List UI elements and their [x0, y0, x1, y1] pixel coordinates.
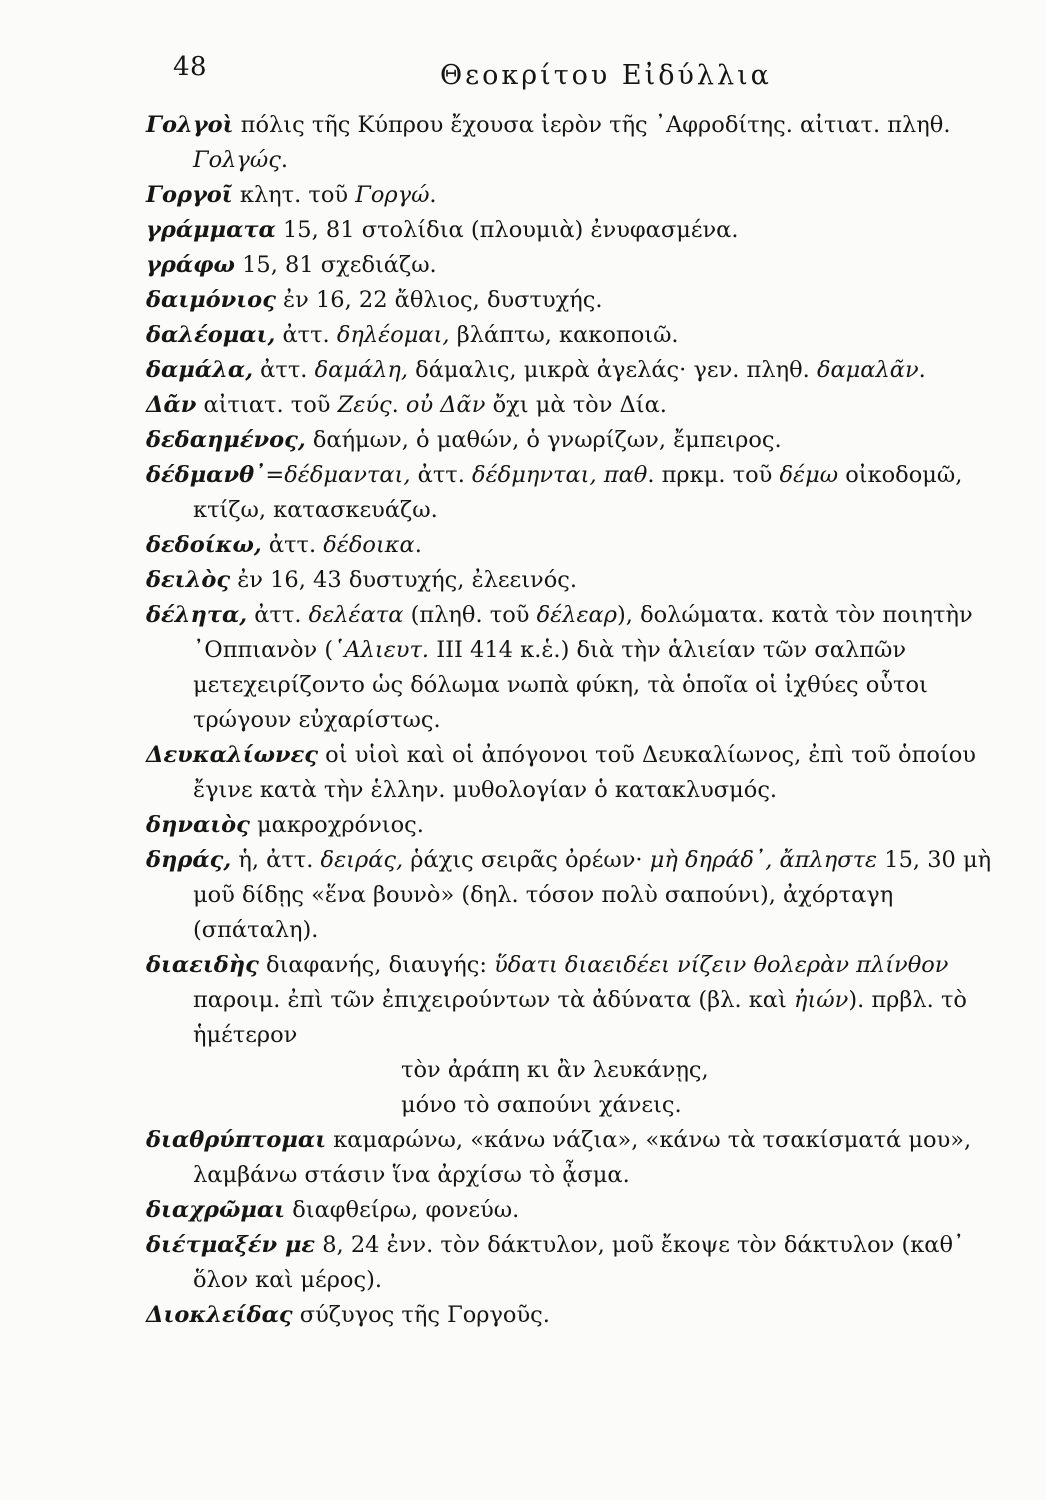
entry-headword: γράφω — [146, 252, 235, 278]
entry-headword: δαιμόνιος — [146, 287, 276, 313]
glossary-entry: γράμματα 15, 81 στολίδια (πλουμιὰ) ἐνυφασμένα. — [146, 217, 739, 243]
glossary-entry: δαμάλα, ἀττ. δαμάλη, δάμαλις, μικρὰ ἀγελάς· γεν. πληθ. δαμαλᾶν. — [146, 357, 926, 383]
glossary-entry: Γοργοῖ κλητ. τοῦ Γοργώ. — [146, 182, 437, 208]
glossary-entry: δεδοίκω, ἀττ. δέδοικα. — [146, 532, 422, 558]
entry-headword: γράμματα — [146, 217, 276, 243]
glossary-entry: διέτμαξέν με 8, 24 ἐνν. τὸν δάκτυλον, μοῦ ἔκοψε τὸν δάκτυλον (καθ᾿ ὅλον καὶ μέρος). — [146, 1232, 965, 1293]
entry-headword: δεδοίκω, — [146, 532, 262, 558]
glossary-entry: διαχρῶμαι διαφθείρω, φονεύω. — [146, 1197, 520, 1223]
entry-headword: διέτμαξέν με — [146, 1232, 316, 1258]
entry-headword: δειλὸς — [146, 567, 231, 593]
entry-headword: δαμάλα, — [146, 357, 254, 383]
entry-headword: δαλέομαι, — [146, 322, 276, 348]
glossary-entry: δηράς, ἡ, ἀττ. δειράς, ῥάχις σειρᾶς ὀρέων· μὴ δηράδ᾿, ἄπληστε 15, 30 μὴ μοῦ δίδῃς «ἕνα βουνὸ» (δηλ. τόσον πολὺ σαπούνι), ἀχόρταγη (σπάταλη). — [146, 847, 992, 943]
page-number: 48 — [173, 52, 208, 82]
entry-headword: διαειδὴς — [146, 952, 259, 978]
verse-line: τὸν ἀράπη κι ἂν λευκάνῃς, — [401, 1057, 709, 1083]
entry-headword: δέλητα, — [146, 602, 248, 628]
entry-headword: Δευκαλίωνες — [146, 742, 319, 768]
glossary-entry: Δᾶν αἰτιατ. τοῦ Ζεύς. οὐ Δᾶν ὄχι μὰ τὸν Δία. — [146, 392, 667, 418]
glossary-entry: διαειδὴς διαφανής, διαυγής: ὕδατι διαειδέει νίζειν θολερὰν πλίνθον παροιμ. ἐπὶ τῶν ἐπιχειρούντων τὰ ἀδύνατα (βλ. καὶ ἠιών). πρβλ. τὸ ἡμέτερον — [146, 952, 967, 1048]
glossary-entry: δειλὸς ἐν 16, 43 δυστυχής, ἐλεεινός. — [146, 567, 578, 593]
running-head: Θεοκρίτου Εἰδύλλια — [440, 60, 772, 91]
glossary-entry: δαλέομαι, ἀττ. δηλέομαι, βλάπτω, κακοποιῶ. — [146, 322, 679, 348]
entry-headword: Δᾶν — [146, 392, 197, 418]
glossary-entry: δέλητα, ἀττ. δελέατα (πληθ. τοῦ δέλεαρ), δολώματα. κατὰ τὸν ποιητὴν ᾿Οππιανὸν (῾Αλιευτ. ΙΙΙ 414 κ.ἑ.) διὰ τὴν ἁλιείαν τῶν σαλπῶν μετεχειρίζοντο ὡς δόλωμα νωπὰ φύκη, τὰ ὁποῖα οἱ ἰχθύες οὗτοι τρώγουν εὐχαρίστως. — [146, 602, 973, 733]
entry-headword: δηναιὸς — [146, 812, 250, 838]
entry-headword: Γοργοῖ — [146, 182, 233, 208]
glossary-entries — [146, 108, 1022, 1333]
glossary-entry: δέδμανθ᾿=δέδμανται, ἀττ. δέδμηνται, παθ. πρκμ. τοῦ δέμω οἰκοδομῶ, κτίζω, κατασκευάζω. — [146, 462, 963, 523]
glossary-entry: δηναιὸς μακροχρόνιος. — [146, 812, 424, 838]
glossary-entry: διαθρύπτομαι καμαρώνω, «κάνω νάζια», «κάνω τὰ τσακίσματά μου», λαμβάνω στάσιν ἵνα ἀρχίσω τὸ ᾆσμα. — [146, 1127, 972, 1188]
glossary-entry: Διοκλείδας σύζυγος τῆς Γοργοῦς. — [146, 1302, 550, 1328]
glossary-entry: δεδαημένος, δαήμων, ὁ μαθών, ὁ γνωρίζων, ἔμπειρος. — [146, 427, 782, 453]
entry-headword: Διοκλείδας — [146, 1302, 293, 1328]
glossary-entry: Γολγοὶ πόλις τῆς Κύπρου ἔχουσα ἱερὸν τῆς ᾿Αφροδίτης. αἰτιατ. πληθ. Γολγώς. — [146, 112, 951, 173]
entry-headword: δεδαημένος, — [146, 427, 306, 453]
verse-line: μόνο τὸ σαπούνι χάνεις. — [401, 1092, 682, 1118]
entry-headword: διαθρύπτομαι — [146, 1127, 327, 1153]
glossary-entry: δαιμόνιος ἐν 16, 22 ἄθλιος, δυστυχής. — [146, 287, 603, 313]
glossary-entry: Δευκαλίωνες οἱ υἱοὶ καὶ οἱ ἀπόγονοι τοῦ Δευκαλίωνος, ἐπὶ τοῦ ὁποίου ἔγινε κατὰ τὴν ἑλλην. μυθολογίαν ὁ κατακλυσμός. — [146, 742, 976, 803]
entry-headword: δηράς, — [146, 847, 232, 873]
entry-headword: δέδμανθ᾿ — [146, 462, 266, 488]
glossary-entry: γράφω 15, 81 σχεδιάζω. — [146, 252, 437, 278]
proverb-verse — [146, 1053, 1022, 1123]
entry-headword: διαχρῶμαι — [146, 1197, 286, 1223]
entry-headword: Γολγοὶ — [146, 112, 234, 138]
